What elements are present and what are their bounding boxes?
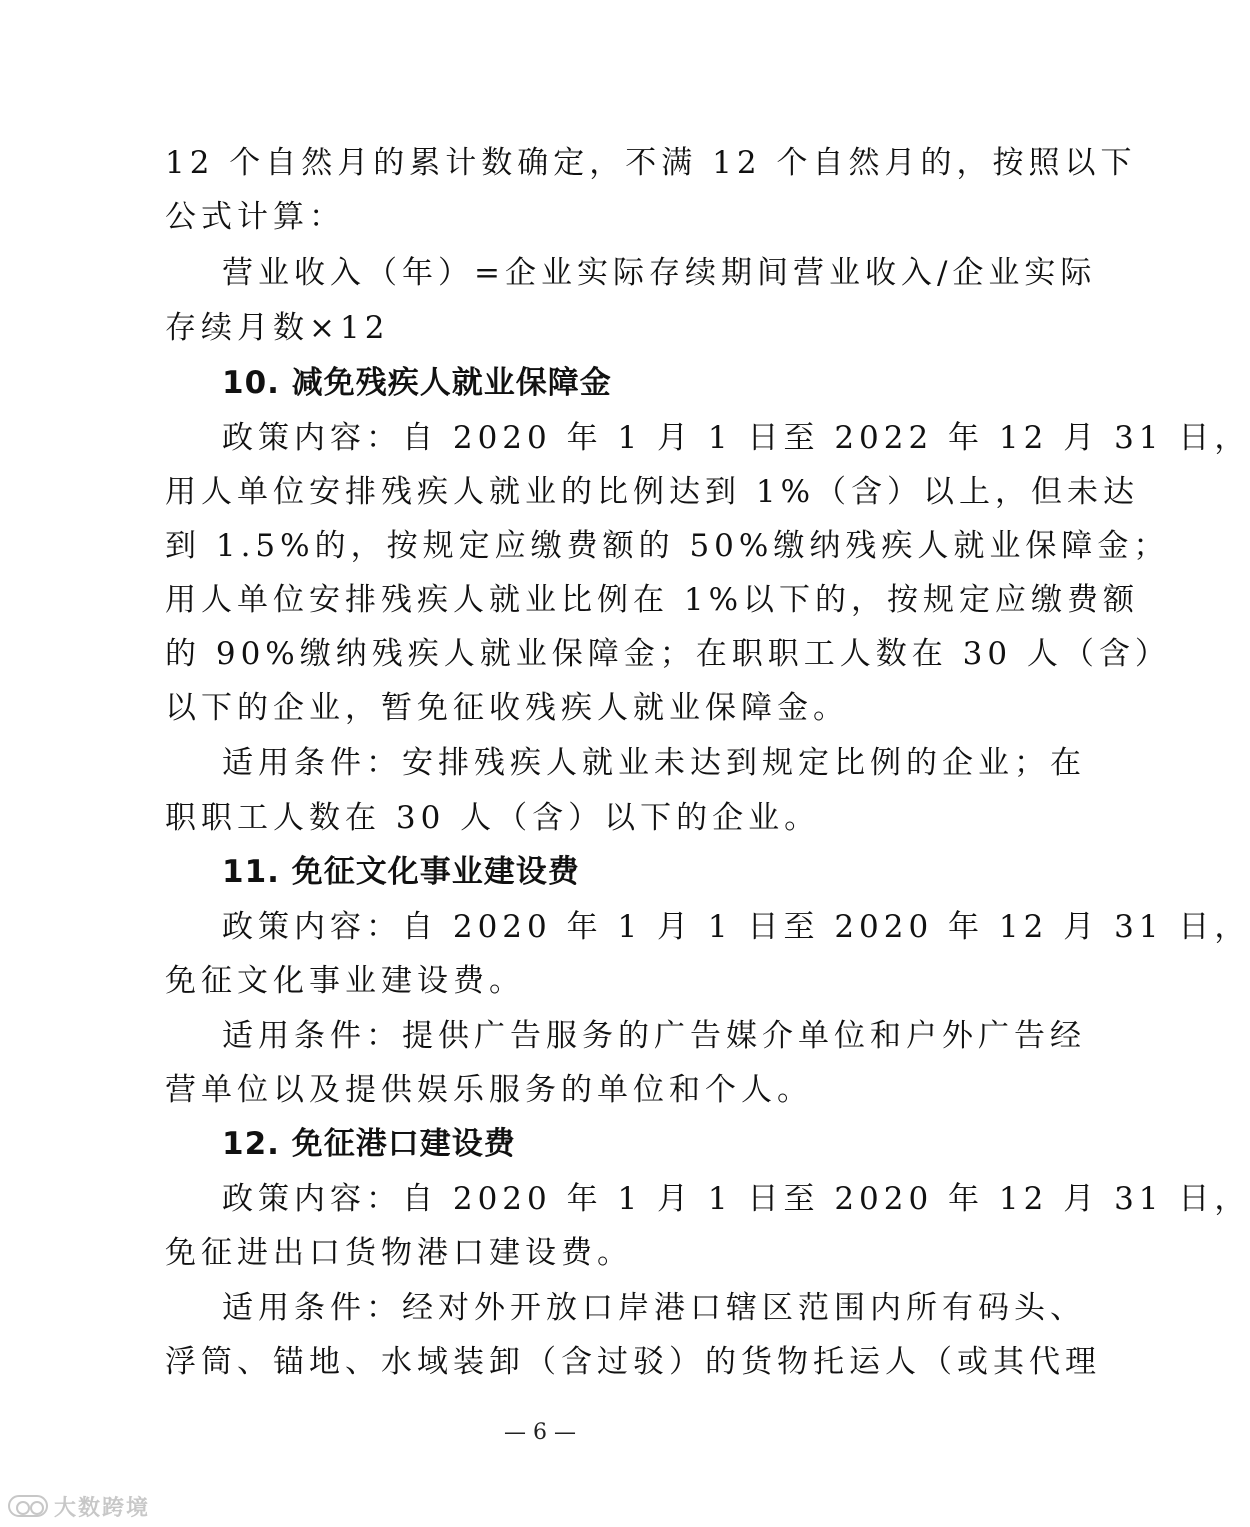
paragraph-line: 以下的企业，暂免征收残疾人就业保障金。 [165, 690, 849, 726]
paragraph-line: 到 1.5%的，按规定应缴费额的 50%缴纳残疾人就业保障金； [165, 528, 1170, 564]
paragraph-line: 公式计算： [165, 199, 345, 235]
paragraph-line: 免征进出口货物港口建设费。 [165, 1235, 633, 1271]
logo-icon [8, 1495, 48, 1517]
paragraph-line: 政策内容：自 2020 年 1 月 1 日至 2020 年 12 月 31 日， [222, 909, 1250, 945]
section-heading-12: 12. 免征港口建设费 [222, 1126, 516, 1162]
section-heading-10: 10. 减免残疾人就业保障金 [222, 365, 612, 401]
paragraph-line: 政策内容：自 2020 年 1 月 1 日至 2022 年 12 月 31 日， [222, 420, 1250, 456]
paragraph-line: 适用条件：安排残疾人就业未达到规定比例的企业；在 [222, 745, 1086, 781]
paragraph-line: 适用条件：提供广告服务的广告媒介单位和户外广告经 [222, 1018, 1086, 1054]
paragraph-line: 适用条件：经对外开放口岸港口辖区范围内所有码头、 [222, 1290, 1086, 1326]
watermark [8, 1492, 150, 1520]
section-heading-11: 11. 免征文化事业建设费 [222, 854, 580, 890]
paragraph-line: 政策内容：自 2020 年 1 月 1 日至 2020 年 12 月 31 日， [222, 1181, 1250, 1217]
formula-line: 存续月数×12 [165, 310, 390, 346]
paragraph-line: 12 个自然月的累计数确定，不满 12 个自然月的，按照以下 [165, 145, 1137, 181]
paragraph-line: 用人单位安排残疾人就业比例在 1%以下的，按规定应缴费额 [165, 582, 1140, 618]
page-number: — 6 — [504, 1420, 576, 1445]
paragraph-line: 免征文化事业建设费。 [165, 963, 525, 999]
watermark-text: 大数跨境 [54, 1495, 151, 1521]
paragraph-line: 营单位以及提供娱乐服务的单位和个人。 [165, 1072, 813, 1108]
paragraph-line: 的 90%缴纳残疾人就业保障金；在职职工人数在 30 人（含） [165, 636, 1171, 672]
paragraph-line: 用人单位安排残疾人就业的比例达到 1%（含）以上，但未达 [165, 474, 1140, 510]
paragraph-line: 浮筒、锚地、水域装卸（含过驳）的货物托运人（或其代理 [165, 1344, 1101, 1380]
paragraph-line: 职职工人数在 30 人（含）以下的企业。 [165, 800, 821, 836]
formula-line: 营业收入（年）=企业实际存续期间营业收入/企业实际 [222, 255, 1097, 291]
